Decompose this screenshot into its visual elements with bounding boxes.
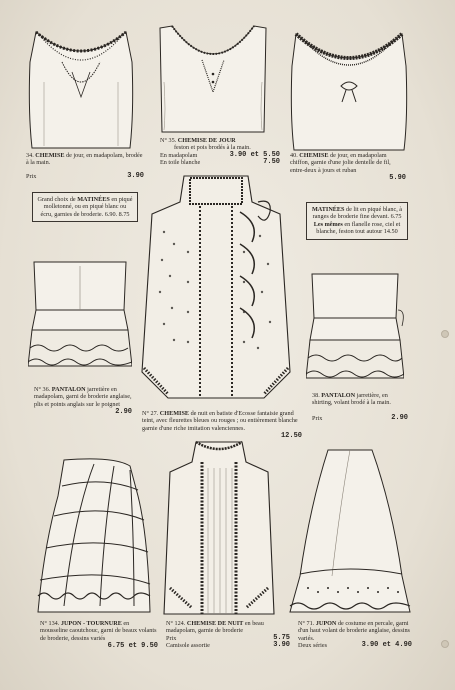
caption-34: 34. CHEMISE de jour, en madapolam, brodée à la main. Prix 3.90 [26,152,144,180]
caption-124: N° 124. CHEMISE DE NUIT en beau madapolam, garnie de broderie Prix 5.75 Camisole assortie 3.90 [166,620,290,650]
caption-134: N° 134. JUPON - TOURNURE en mousseline caoutchouc, garni de beaux volants de broderie, dessins variés 6.75 et 9.50 [40,620,158,651]
caption-36: N° 36. PANTALON jarretière en madapolam, garni de broderie anglaise, plis et points anglais sur le poignet 2.90 [34,386,132,417]
jupon-tournure-134-illustration [34,456,152,616]
caption-71: N° 71. JUPON de costume en percale, garni d'un haut volant de broderie anglaise, dessins variés. Deux séries 3.90 et 4.90 [298,620,412,650]
chemise-de-nuit-124-illustration [162,438,276,618]
chemise-40-illustration [286,26,412,152]
caption-35: N° 35. CHEMISE DE JOUR feston et pois brodés à la main. En madapolam 3.90 et 5.50 En toile blanche 7.50 [160,137,280,167]
caption-38: 38. PANTALON jarretière, en shirting, volant brodé à la main. Prix 2.90 [312,392,408,422]
pantalon-38-illustration [306,270,404,382]
binding-hole-bottom [441,640,449,648]
chemise-34-illustration [22,22,140,150]
pantalon-36-illustration [28,258,132,370]
chemise-35-illustration [152,22,274,134]
matinees-left-box: Grand choix de MATINÉES en piqué molletonné, ou en piqué blanc ou écru, garnies de broderie. 6.90. 8.75 [32,192,138,222]
caption-27: N° 27. CHEMISE de nuit en batiste d'Ecosse fantaisie grand teint, avec fleurettes bleues ou rouges ; ou entièrement blanche garnie d'une riche imitation valenciennes. 12.50 [142,410,302,441]
jupon-71-illustration [288,446,412,616]
chemise-27-illustration [140,172,292,404]
matinees-right-box: MATINÉES de lit en piqué blanc, à ranges de broderie fine devant. 6.75 Les mêmes en flanelle rose, ciel et blanche, feston tout autour 14.50 [306,202,408,240]
caption-40: 40. CHEMISE de jour, en madapolam chiffon, garnie d'une jolie dentelle de fil, entre-deux à jours et ruban 5.90 [290,152,406,183]
binding-hole-top [441,330,449,338]
